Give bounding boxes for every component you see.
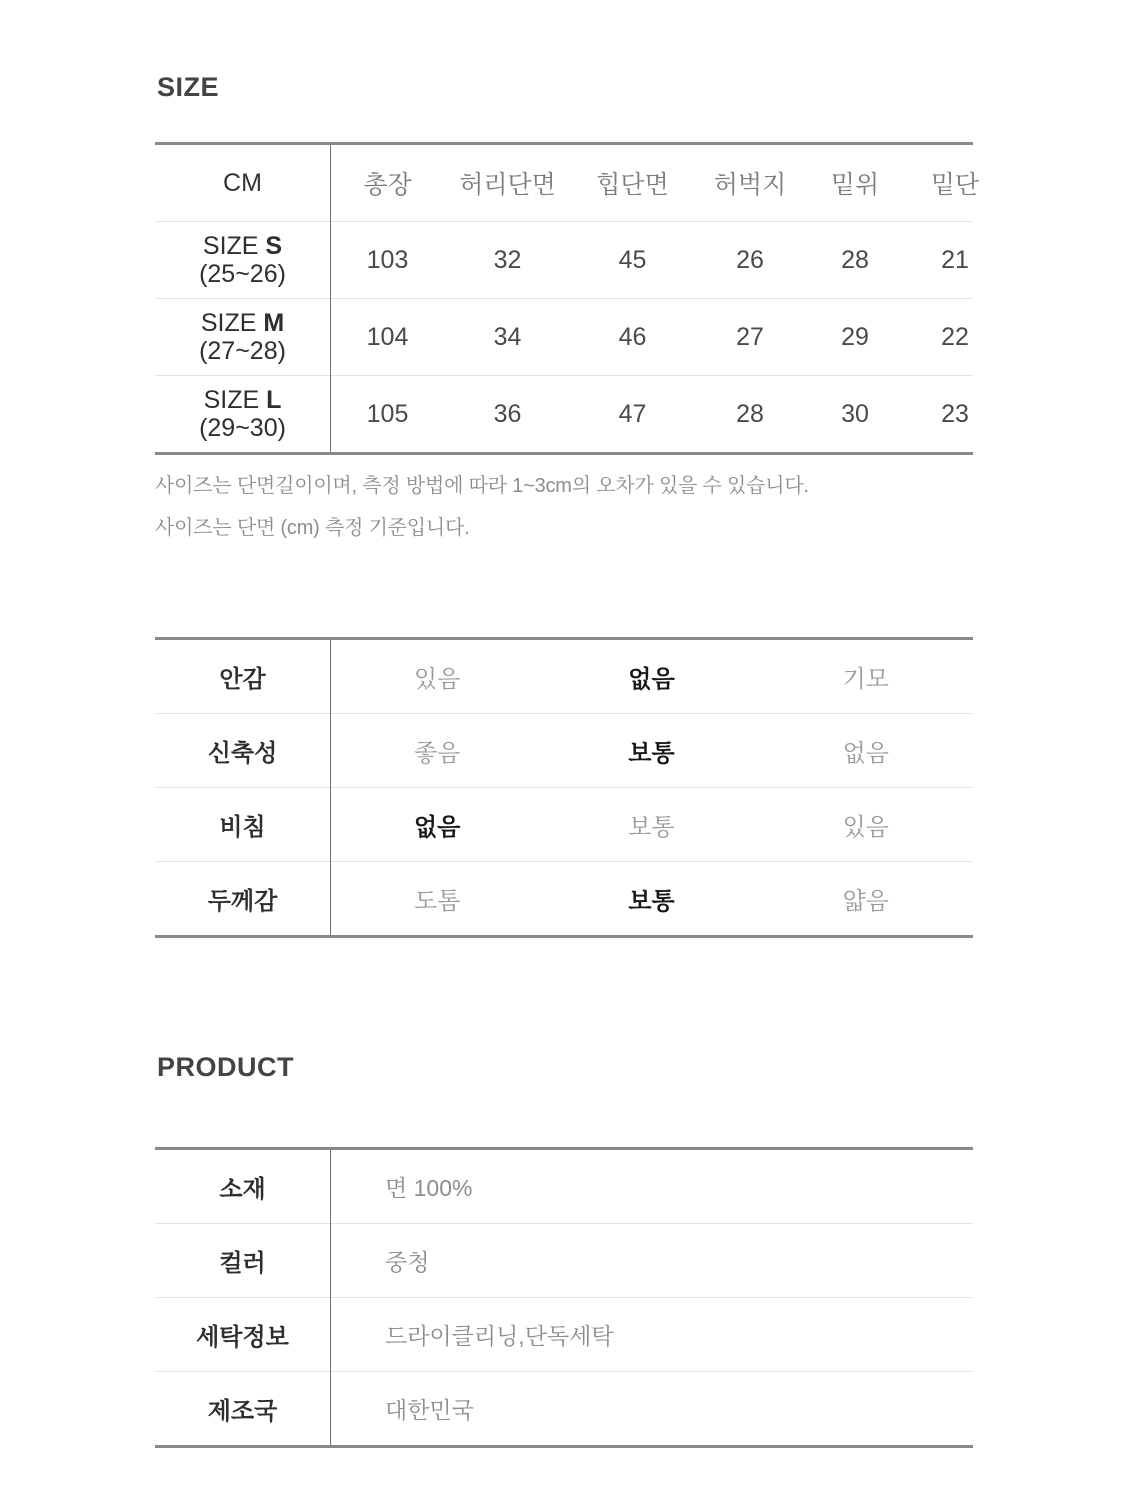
size-cell: 105 bbox=[366, 399, 409, 428]
size-table-unit-cell bbox=[155, 145, 330, 221]
table-row bbox=[155, 1224, 973, 1298]
fabric-row-options-lining bbox=[330, 640, 973, 713]
size-table bbox=[155, 142, 980, 455]
size-cell: 104 bbox=[366, 322, 409, 351]
size-cell: 22 bbox=[941, 322, 969, 351]
product-table-vertical-divider bbox=[330, 1150, 331, 1445]
size-row-name-s: SIZE S bbox=[202, 232, 283, 260]
fabric-option: 좋음 bbox=[413, 740, 461, 767]
size-cell: 32 bbox=[493, 245, 522, 274]
size-column-header-2: 힙단면 bbox=[596, 171, 669, 199]
fabric-option-selected: 없음 bbox=[413, 814, 461, 841]
fabric-option: 있음 bbox=[842, 814, 889, 841]
product-row-label-color: 컬러 bbox=[219, 1250, 266, 1277]
fabric-row-options-stretch bbox=[330, 714, 973, 787]
fabric-option-selected: 보통 bbox=[628, 888, 675, 915]
product-section-heading: PRODUCT bbox=[157, 1052, 294, 1082]
fabric-row-label-thickness: 두께감 bbox=[207, 888, 278, 915]
product-row-value-origin: 대한민국 bbox=[385, 1397, 474, 1423]
size-cell: 47 bbox=[618, 399, 647, 428]
size-cell: 103 bbox=[366, 245, 409, 274]
size-row-range-m: (27~28) bbox=[199, 337, 286, 365]
table-row bbox=[155, 788, 973, 862]
fabric-table-vertical-divider bbox=[330, 640, 331, 935]
fabric-option: 있음 bbox=[413, 666, 461, 693]
fabric-row-label-lining: 안감 bbox=[219, 666, 266, 693]
size-cell: 27 bbox=[736, 322, 764, 351]
product-row-value-color-cell bbox=[330, 1224, 973, 1297]
product-row-label-material: 소재 bbox=[219, 1176, 266, 1203]
size-table-header-row bbox=[155, 145, 980, 222]
size-cell: 26 bbox=[736, 245, 764, 274]
table-row bbox=[155, 1372, 973, 1445]
product-row-label-washing: 세탁정보 bbox=[196, 1324, 289, 1351]
table-row bbox=[155, 376, 973, 452]
table-row bbox=[155, 862, 973, 935]
product-row-value-washing: 드라이클리닝,단독세탁 bbox=[385, 1323, 614, 1349]
size-row-range-l: (29~30) bbox=[199, 414, 286, 442]
size-row-label-s bbox=[155, 222, 330, 298]
size-column-header-1: 허리단면 bbox=[459, 171, 556, 199]
product-row-value-color: 중청 bbox=[385, 1249, 430, 1275]
product-row-value-material: 면 100% bbox=[385, 1175, 473, 1201]
size-cell: 28 bbox=[736, 399, 764, 428]
size-cell: 21 bbox=[941, 245, 969, 274]
fabric-option: 얇음 bbox=[842, 888, 889, 915]
fabric-option: 기모 bbox=[842, 666, 889, 693]
size-cell: 30 bbox=[841, 399, 869, 428]
size-table-vertical-divider bbox=[330, 145, 331, 452]
product-row-value-origin-cell bbox=[330, 1372, 973, 1445]
size-row-range-s: (25~26) bbox=[199, 260, 286, 288]
size-column-header-0: 총장 bbox=[363, 171, 412, 199]
size-cell: 46 bbox=[618, 322, 647, 351]
fabric-row-label-sheerness: 비침 bbox=[219, 814, 266, 841]
size-cell: 34 bbox=[493, 322, 522, 351]
product-row-value-material-cell bbox=[330, 1150, 973, 1223]
fabric-option: 도톰 bbox=[413, 888, 461, 915]
size-column-header-3: 허벅지 bbox=[713, 171, 787, 199]
product-info-table bbox=[155, 1147, 973, 1448]
fabric-row-options-thickness bbox=[330, 862, 973, 935]
fabric-option-selected: 보통 bbox=[628, 740, 675, 767]
fabric-row-options-sheerness bbox=[330, 788, 973, 861]
size-cell: 28 bbox=[841, 245, 869, 274]
size-row-name-m: SIZE M bbox=[200, 309, 285, 337]
fabric-properties-table bbox=[155, 637, 973, 938]
size-section-heading: SIZE bbox=[157, 72, 220, 102]
fabric-row-label-stretch: 신축성 bbox=[207, 740, 278, 767]
size-row-values-l bbox=[330, 376, 1005, 452]
table-row bbox=[155, 640, 973, 714]
size-row-label-m bbox=[155, 299, 330, 375]
table-row bbox=[155, 714, 973, 788]
product-row-label-origin: 제조국 bbox=[207, 1398, 278, 1425]
fabric-option: 보통 bbox=[628, 814, 675, 841]
fabric-option: 없음 bbox=[842, 740, 889, 767]
fabric-option-selected: 없음 bbox=[628, 666, 675, 693]
size-row-values-s bbox=[330, 222, 1005, 298]
table-row bbox=[155, 1150, 973, 1224]
size-cell: 45 bbox=[618, 245, 647, 274]
size-row-values-m bbox=[330, 299, 1005, 375]
size-table-unit-label: CM bbox=[223, 168, 262, 197]
table-row bbox=[155, 1298, 973, 1372]
size-cell: 29 bbox=[841, 322, 869, 351]
size-note-line-2: 사이즈는 단면 (cm) 측정 기준입니다. bbox=[155, 517, 470, 539]
size-table-header-values bbox=[330, 145, 1005, 221]
size-note-line-1: 사이즈는 단면길이이며, 측정 방법에 따라 1~3cm의 오차가 있을 수 있습니다. bbox=[155, 475, 809, 497]
size-column-header-5: 밑단 bbox=[930, 171, 980, 199]
table-row bbox=[155, 222, 973, 299]
size-row-label-l bbox=[155, 376, 330, 452]
size-column-header-4: 밑위 bbox=[830, 171, 880, 199]
table-row bbox=[155, 299, 973, 376]
product-row-value-washing-cell bbox=[330, 1298, 973, 1371]
size-row-name-l: SIZE L bbox=[203, 386, 282, 414]
size-cell: 23 bbox=[941, 399, 969, 428]
size-cell: 36 bbox=[493, 399, 522, 428]
